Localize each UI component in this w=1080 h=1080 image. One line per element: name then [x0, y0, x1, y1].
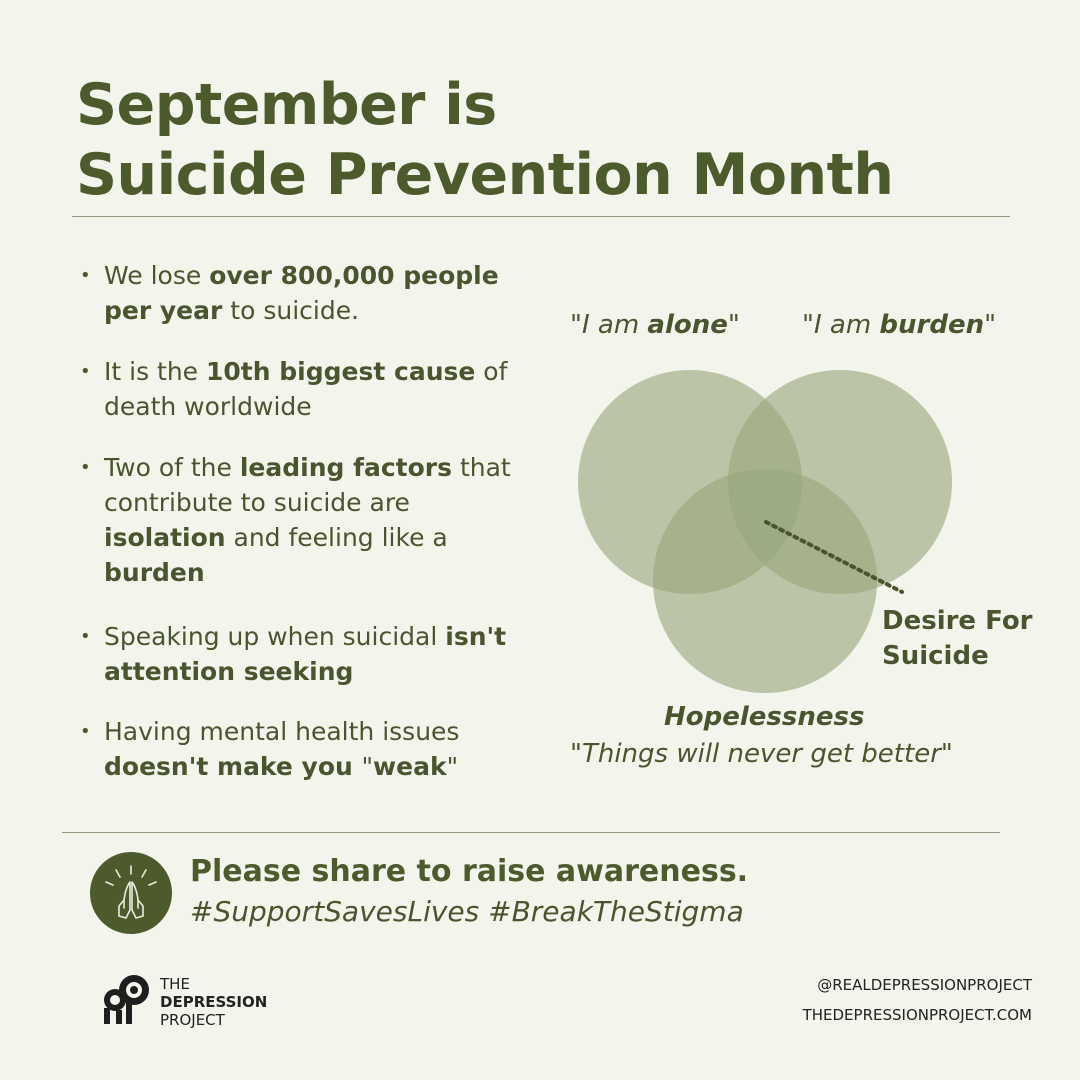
label-burden-bold: burden: [879, 310, 985, 340]
fact-text: Speaking up when suicidal: [104, 622, 446, 651]
fact-emphasis: weak: [373, 752, 447, 781]
pointer-dotted-line: [766, 522, 902, 592]
instagram-handle[interactable]: @REALDEPRESSIONPROJECT: [817, 976, 1032, 994]
social-links: [803, 970, 1032, 1030]
title-line-2: Suicide Prevention Month: [76, 142, 894, 208]
fact-text: It is the: [104, 357, 207, 386]
website-link[interactable]: THEDEPRESSIONPROJECT.COM: [802, 1006, 1032, 1024]
page-title: [76, 70, 893, 210]
fact-emphasis: over 800,000 people per year: [104, 261, 499, 325]
brand-name: [160, 975, 267, 1029]
label-hopelessness: Hopelessness: [664, 702, 865, 732]
label-burden: [802, 310, 996, 340]
top-divider: [72, 216, 1010, 217]
fact-emphasis: burden: [104, 558, 205, 587]
label-desire-for-suicide: Desire For Suicide: [882, 606, 1033, 671]
fact-emphasis: 10th biggest cause: [206, 357, 476, 386]
label-burden-prefix: "I am: [802, 310, 880, 340]
fact-text: of death worldwide: [104, 357, 508, 421]
fact-item: [80, 619, 534, 689]
fact-item: [80, 714, 534, 784]
brand-line-2: DEPRESSION: [160, 993, 268, 1011]
fact-text: and feeling like a: [225, 523, 448, 552]
fact-item: [80, 450, 534, 590]
fact-text: to suicide.: [222, 296, 360, 325]
label-burden-suffix: ": [984, 310, 997, 340]
fact-text: We lose: [104, 261, 210, 290]
fact-text: ": [361, 752, 374, 781]
fact-text: that contribute to suicide are: [104, 453, 511, 517]
circle-alone: [578, 370, 802, 594]
circle-hopelessness: [653, 469, 877, 693]
depression-project-logo: [102, 972, 154, 1026]
fact-text: ": [446, 752, 459, 781]
hashtags: #SupportSavesLives #BreakTheStigma: [190, 895, 744, 928]
fact-emphasis: doesn't make you: [104, 752, 362, 781]
fact-text: Two of the: [104, 453, 240, 482]
title-line-1: September is: [76, 72, 497, 138]
fact-item: [80, 258, 534, 328]
bottom-divider: [62, 832, 1000, 833]
label-alone-bold: alone: [647, 310, 728, 340]
fact-emphasis: leading factors: [239, 453, 453, 482]
label-alone-prefix: "I am: [570, 310, 648, 340]
label-alone-suffix: ": [727, 310, 740, 340]
fact-emphasis: isolation: [104, 523, 226, 552]
label-hopelessness-quote: "Things will never get better": [570, 739, 953, 769]
fact-emphasis: isn't attention seeking: [104, 622, 507, 686]
fact-item: [80, 354, 534, 424]
praying-hands-icon: [90, 852, 172, 934]
share-cta: Please share to raise awareness.: [190, 854, 749, 889]
label-alone: [570, 310, 740, 340]
fact-text: Having mental health issues: [104, 717, 460, 746]
brand-line-3: PROJECT: [160, 1011, 225, 1029]
circle-burden: [728, 370, 952, 594]
brand-line-1: THE: [160, 975, 190, 993]
